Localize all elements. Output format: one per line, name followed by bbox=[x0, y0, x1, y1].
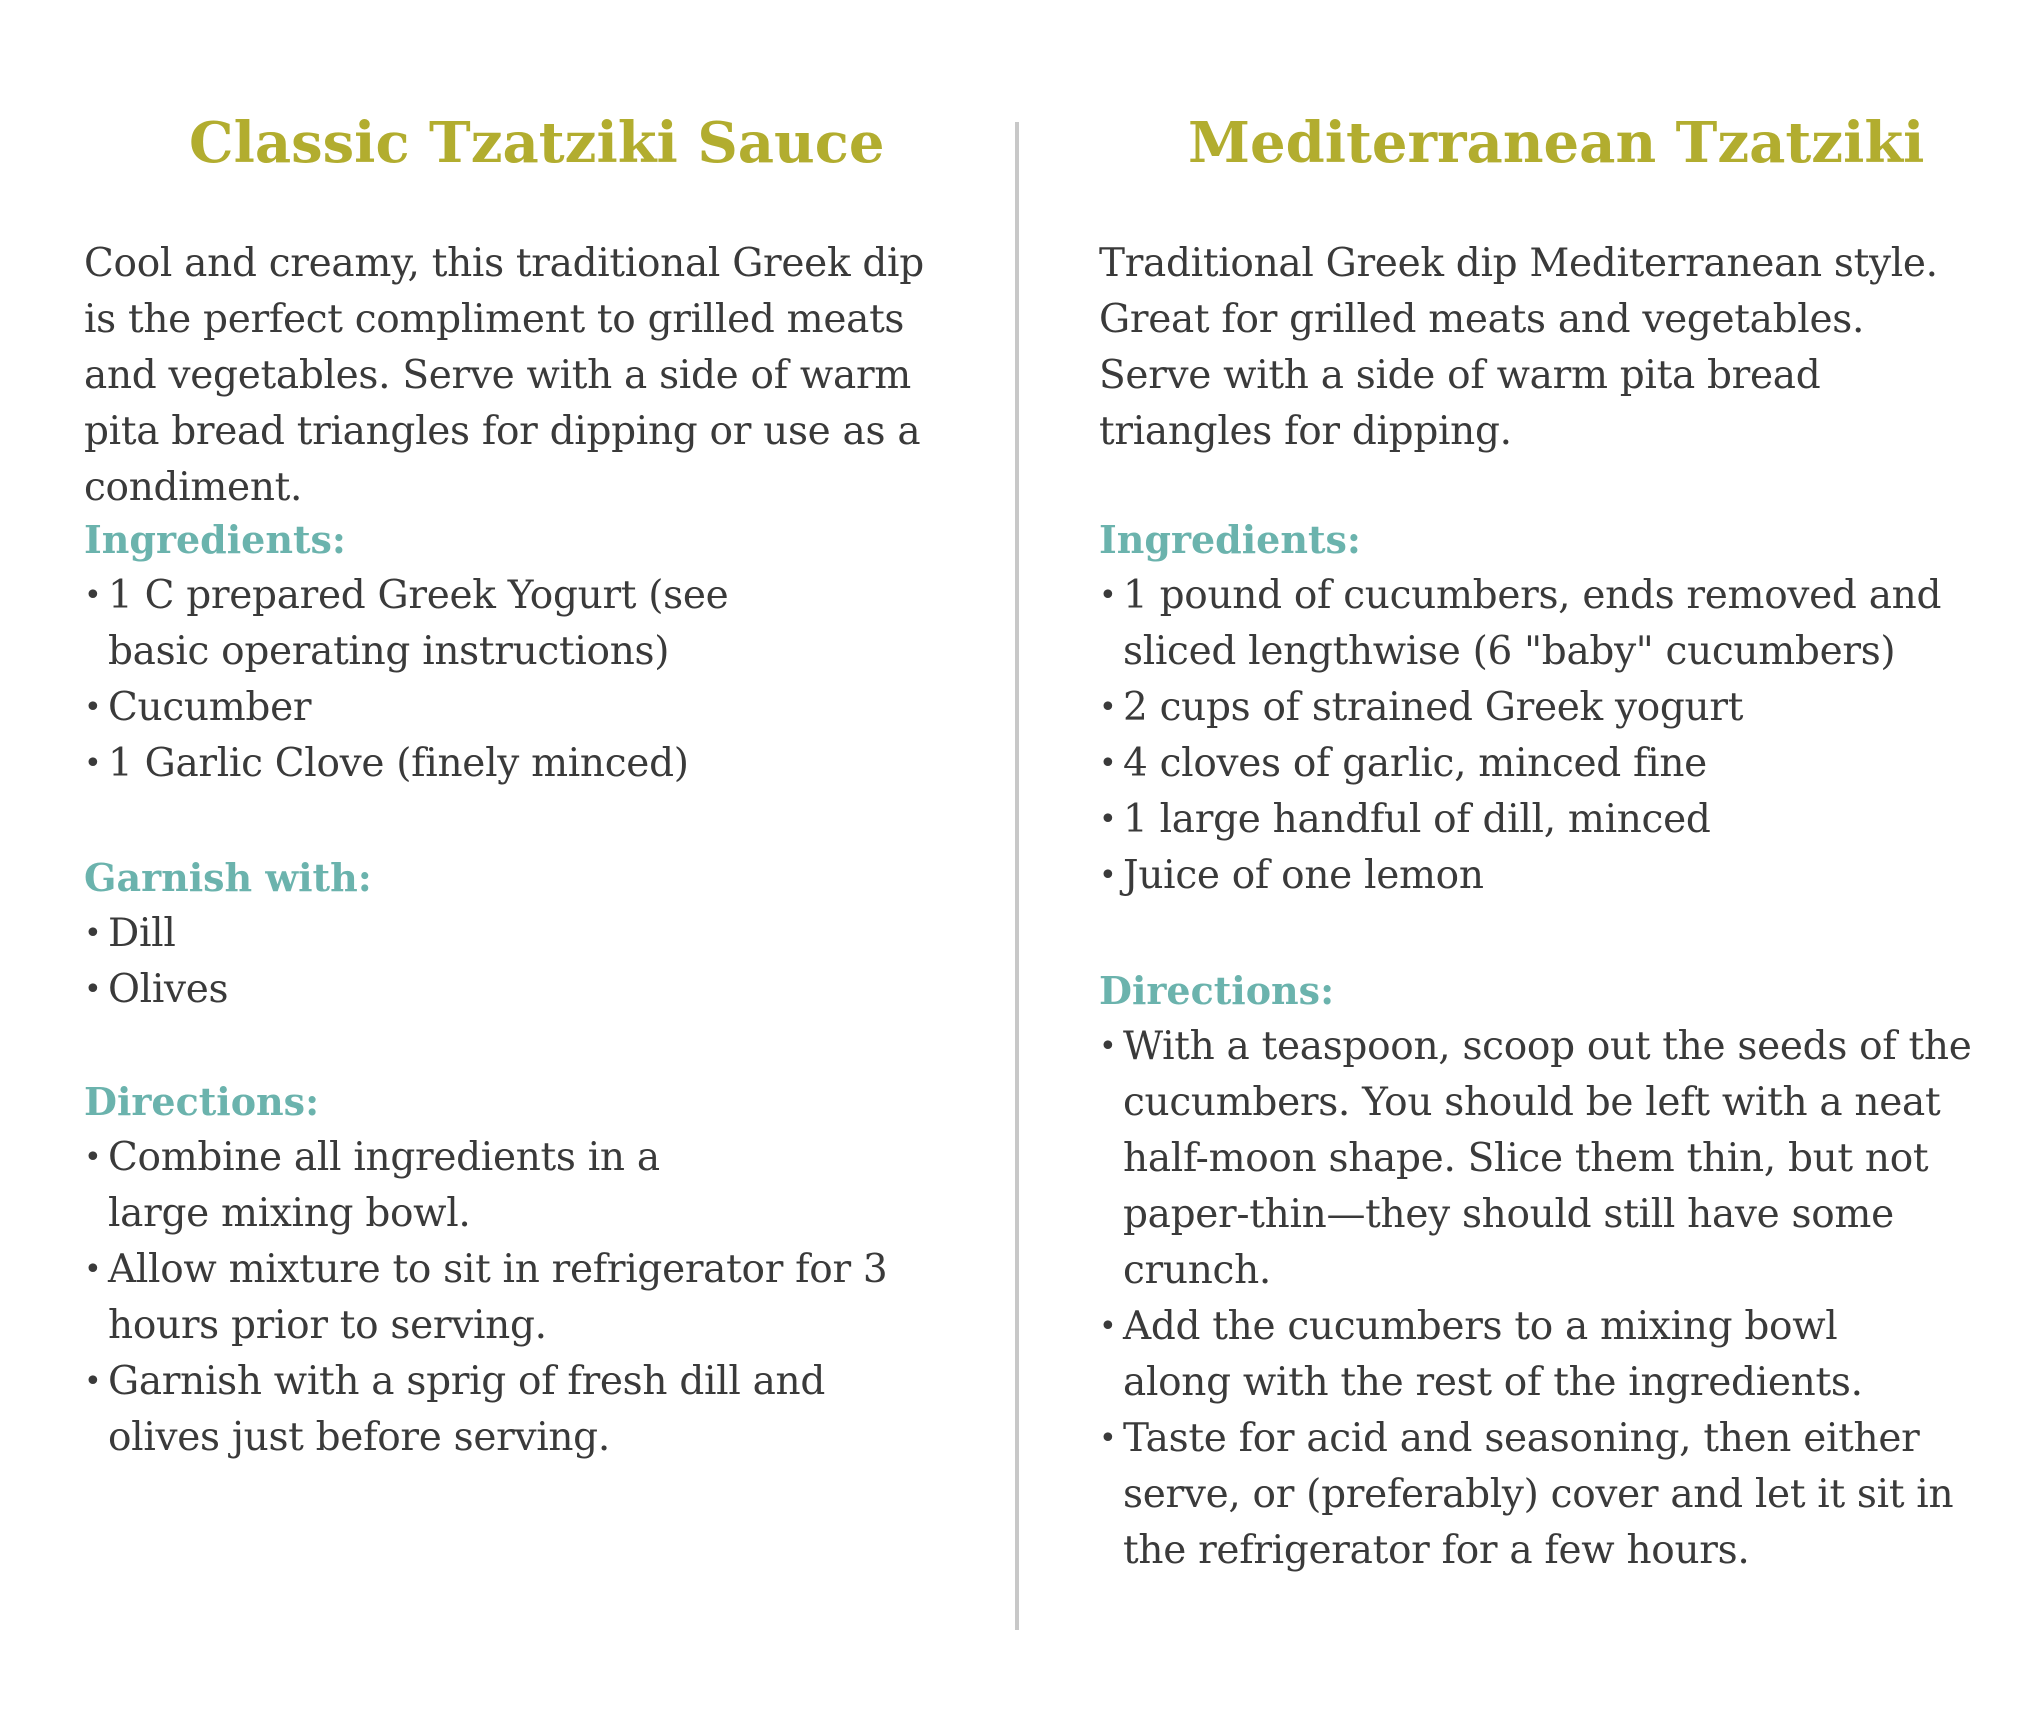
list-item: • Cucumber bbox=[84, 680, 964, 736]
classic-ingredients-section bbox=[84, 512, 964, 792]
classic-garnish-section bbox=[84, 850, 964, 1018]
list-item: • 1 pound of cucumbers, ends removed and sliced lengthwise (6 "baby" cucumbers) bbox=[1099, 568, 1979, 680]
classic-ingredients-heading: Ingredients: bbox=[84, 517, 346, 562]
list-item: • With a teaspoon, scoop out the seeds of the cucumbers. You should be left with a neat half-moon shape. Slice them thin, but not paper-thin—they should still have some crunch. bbox=[1099, 1019, 1979, 1299]
list-item: • Add the cucumbers to a mixing bowl along with the rest of the ingredients. bbox=[1099, 1299, 1903, 1411]
mediterranean-directions-section bbox=[1099, 963, 1979, 1579]
list-item: • Allow mixture to sit in refrigerator for 3 hours prior to serving. bbox=[84, 1242, 928, 1354]
classic-recipe-title: Classic Tzatziki Sauce bbox=[189, 110, 885, 176]
classic-garnish-heading: Garnish with: bbox=[84, 855, 372, 900]
column-divider bbox=[1015, 122, 1019, 1630]
list-item: • 1 large handful of dill, minced bbox=[1099, 792, 1979, 848]
list-item: • Dill bbox=[84, 906, 964, 962]
mediterranean-ingredients-heading: Ingredients: bbox=[1099, 517, 1361, 562]
mediterranean-directions-list bbox=[1099, 1019, 1979, 1579]
list-item: • Olives bbox=[84, 962, 964, 1018]
list-item: • 4 cloves of garlic, minced fine bbox=[1099, 736, 1979, 792]
classic-garnish-list bbox=[84, 906, 964, 1018]
classic-ingredients-list bbox=[84, 568, 964, 792]
classic-directions-heading: Directions: bbox=[84, 1079, 320, 1124]
list-item: • 1 C prepared Greek Yogurt (see basic operating instructions) bbox=[84, 568, 768, 680]
mediterranean-ingredients-list bbox=[1099, 568, 1979, 904]
classic-directions-list bbox=[84, 1130, 964, 1466]
classic-directions-section bbox=[84, 1074, 964, 1466]
list-item: • Combine all ingredients in a large mixing bowl. bbox=[84, 1130, 748, 1242]
list-item: • Garnish with a sprig of fresh dill and olives just before serving. bbox=[84, 1354, 868, 1466]
mediterranean-recipe-title: Mediterranean Tzatziki bbox=[1188, 110, 1925, 176]
mediterranean-intro: Traditional Greek dip Mediterranean style. Great for grilled meats and vegetables. Serve with a side of warm pita bread triangles for dipping. bbox=[1099, 241, 1938, 454]
list-item: • 2 cups of strained Greek yogurt bbox=[1099, 680, 1979, 736]
list-item: • 1 Garlic Clove (finely minced) bbox=[84, 736, 964, 792]
list-item: • Taste for acid and seasoning, then either serve, or (preferably) cover and let it sit in the refrigerator for a few hours. bbox=[1099, 1411, 1979, 1579]
classic-intro: Cool and creamy, this traditional Greek dip is the perfect compliment to grilled meats and vegetables. Serve with a side of warm pita bread triangles for dipping or use as a condiment. bbox=[84, 241, 924, 510]
mediterranean-ingredients-section bbox=[1099, 512, 1979, 904]
mediterranean-directions-heading: Directions: bbox=[1099, 968, 1335, 1013]
list-item: • Juice of one lemon bbox=[1099, 848, 1979, 904]
